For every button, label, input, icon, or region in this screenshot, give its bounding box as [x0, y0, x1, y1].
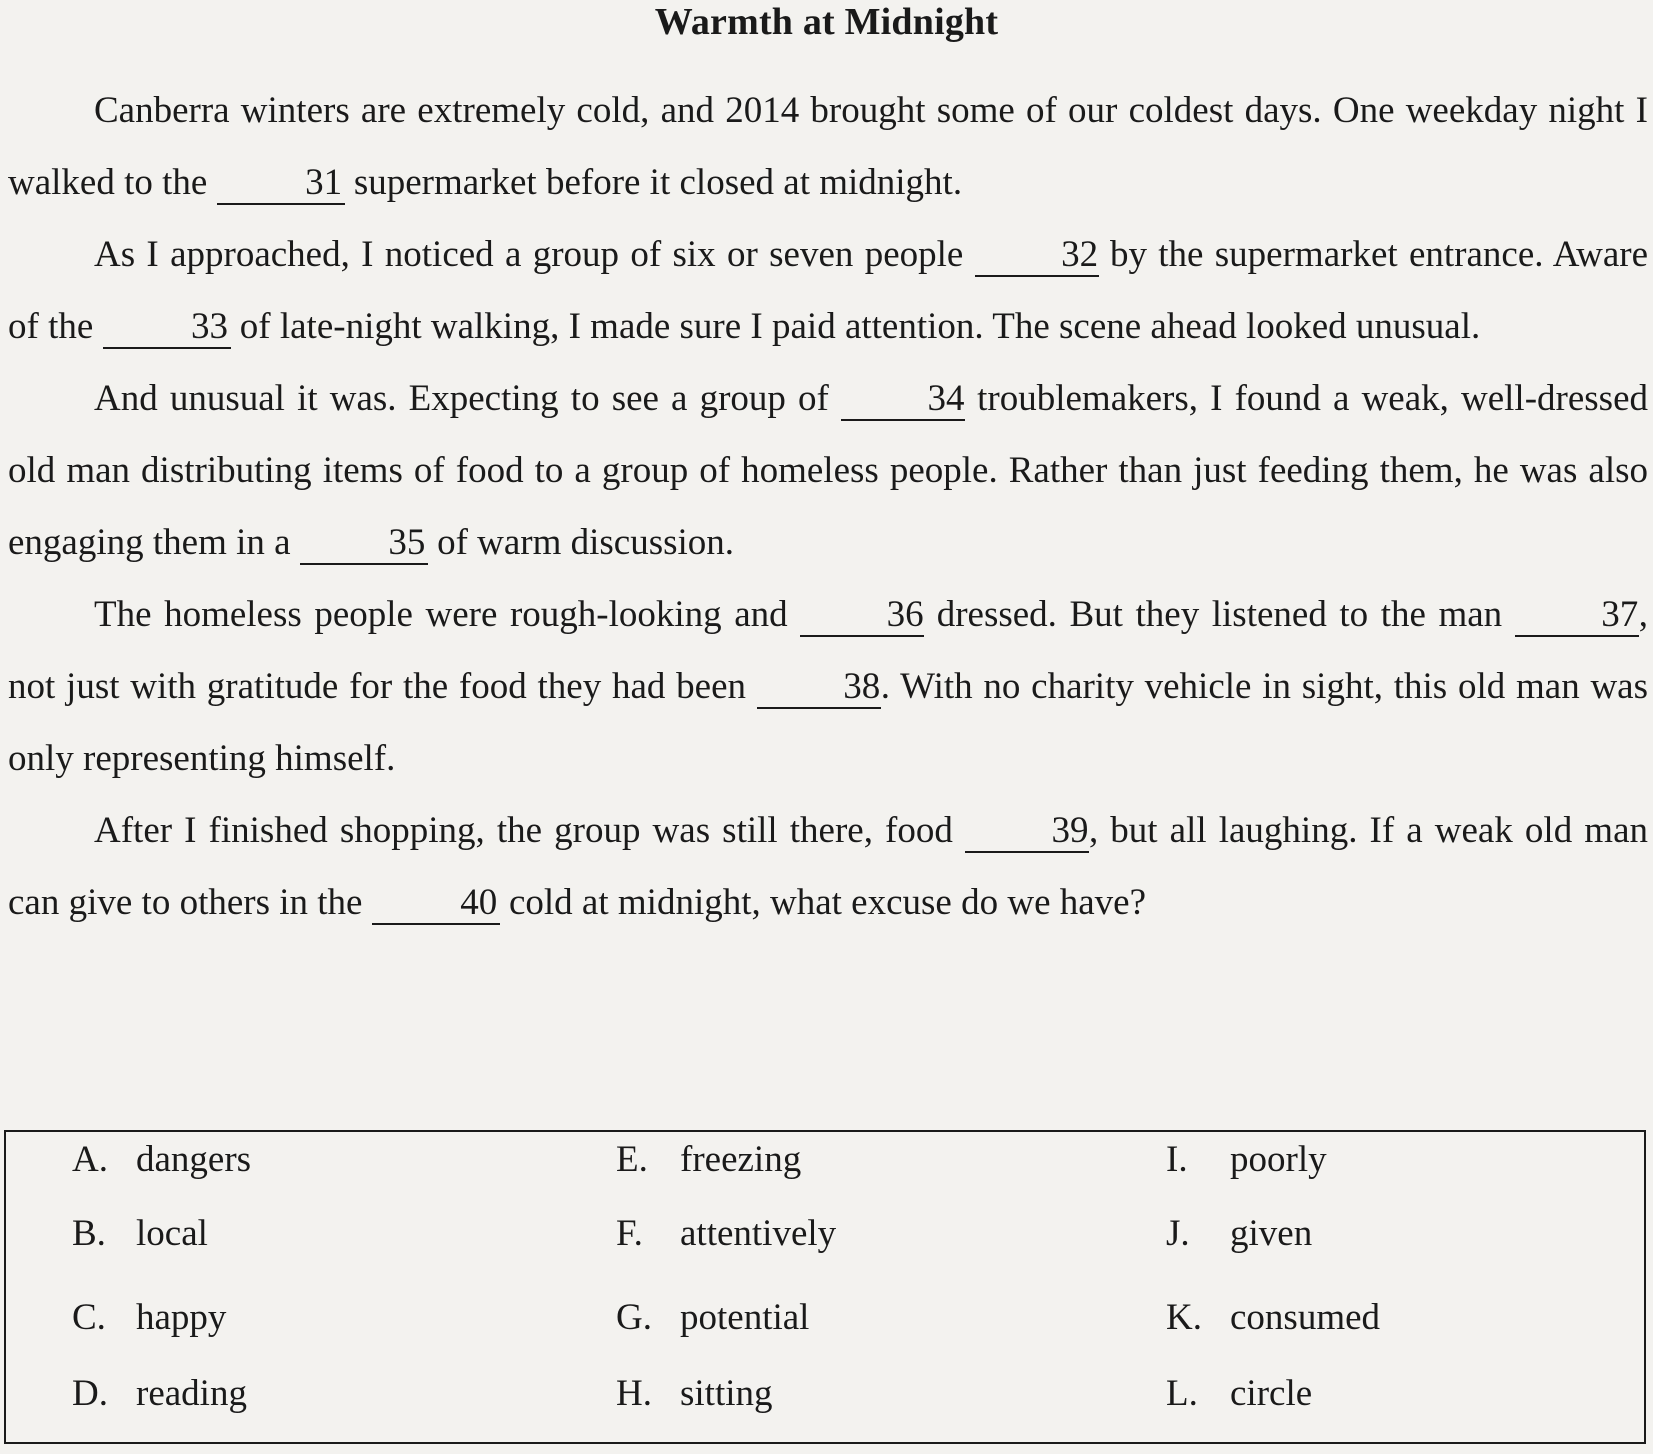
passage-body	[8, 75, 1648, 939]
blank-36: 36	[800, 595, 924, 637]
paragraph-4	[8, 579, 1648, 795]
option-letter: K.	[1166, 1297, 1202, 1338]
text-run: After I finished shopping, the group was still there, food	[94, 810, 965, 851]
option-word: local	[136, 1213, 208, 1254]
paragraph-2	[8, 219, 1648, 363]
option-word: consumed	[1230, 1297, 1381, 1338]
blank-40: 40	[372, 883, 500, 925]
option-letter: G.	[616, 1297, 652, 1338]
blank-34: 34	[841, 379, 965, 421]
option-word: happy	[136, 1297, 227, 1338]
option-c	[72, 1296, 226, 1340]
text-run: cold at midnight, what excuse do we have?	[499, 882, 1147, 923]
option-letter: B.	[72, 1213, 106, 1254]
option-letter: D.	[72, 1373, 108, 1414]
text-run: And unusual it was. Expecting to see a group of	[94, 378, 841, 419]
option-letter: H.	[616, 1373, 652, 1414]
option-word: poorly	[1230, 1139, 1327, 1180]
option-word: given	[1230, 1213, 1313, 1254]
option-word: attentively	[680, 1213, 837, 1254]
word-bank-box	[4, 1130, 1646, 1444]
option-f	[616, 1212, 836, 1256]
option-i	[1166, 1138, 1327, 1182]
option-letter: A.	[72, 1139, 108, 1180]
option-letter: J.	[1166, 1213, 1190, 1254]
text-run: by the supermarket entrance. Aware of the	[8, 234, 1648, 347]
blank-31: 31	[217, 163, 345, 205]
paragraph-3	[8, 363, 1648, 579]
text-run: of late-night walking, I made sure I paid attention. The scene ahead looked unusual.	[230, 306, 1481, 347]
blank-37: 37	[1515, 595, 1639, 637]
option-letter: C.	[72, 1297, 106, 1338]
text-run: supermarket before it closed at midnight.	[344, 162, 963, 203]
paragraph-1	[8, 75, 1648, 219]
text-run: Canberra winters are extremely cold, and 2014 brought some of our coldest days. One weekday night I walked to the	[8, 90, 1648, 203]
option-letter: L.	[1166, 1373, 1198, 1414]
option-j	[1166, 1212, 1312, 1256]
text-run: , not just with gratitude for the food they had been	[8, 594, 1648, 707]
blank-35: 35	[300, 523, 428, 565]
text-run: , but all laughing. If a weak old man can give to others in the	[8, 810, 1648, 923]
option-g	[616, 1296, 809, 1340]
option-letter: E.	[616, 1139, 648, 1180]
text-run: As I approached, I noticed a group of six or seven people	[94, 234, 975, 275]
blank-33: 33	[103, 307, 231, 349]
option-k	[1166, 1296, 1380, 1340]
option-h	[616, 1372, 773, 1416]
option-word: circle	[1230, 1373, 1313, 1414]
option-word: reading	[136, 1373, 247, 1414]
blank-39: 39	[965, 811, 1089, 853]
option-word: dangers	[136, 1139, 252, 1180]
blank-32: 32	[975, 235, 1099, 277]
passage-title: Warmth at Midnight	[654, 1, 999, 43]
blank-38: 38	[757, 667, 881, 709]
option-a	[72, 1138, 251, 1182]
option-l	[1166, 1372, 1312, 1416]
option-word: sitting	[680, 1373, 773, 1414]
text-run: troublemakers, I found a weak, well-dressed old man distributing items of food to a group of homeless people. Rather than just feeding them, he was also engaging them in a	[8, 378, 1648, 563]
text-run: The homeless people were rough-looking and	[94, 594, 801, 635]
text-run: of warm discussion.	[427, 522, 735, 563]
option-word: freezing	[680, 1139, 802, 1180]
text-run: dressed. But they listened to the man	[924, 594, 1515, 635]
option-letter: F.	[616, 1213, 643, 1254]
option-d	[72, 1372, 247, 1416]
text-run: . With no charity vehicle in sight, this old man was only representing himself.	[8, 666, 1648, 779]
option-b	[72, 1212, 208, 1256]
option-e	[616, 1138, 801, 1182]
paragraph-5	[8, 795, 1648, 939]
option-word: potential	[680, 1297, 810, 1338]
option-letter: I.	[1166, 1139, 1188, 1180]
